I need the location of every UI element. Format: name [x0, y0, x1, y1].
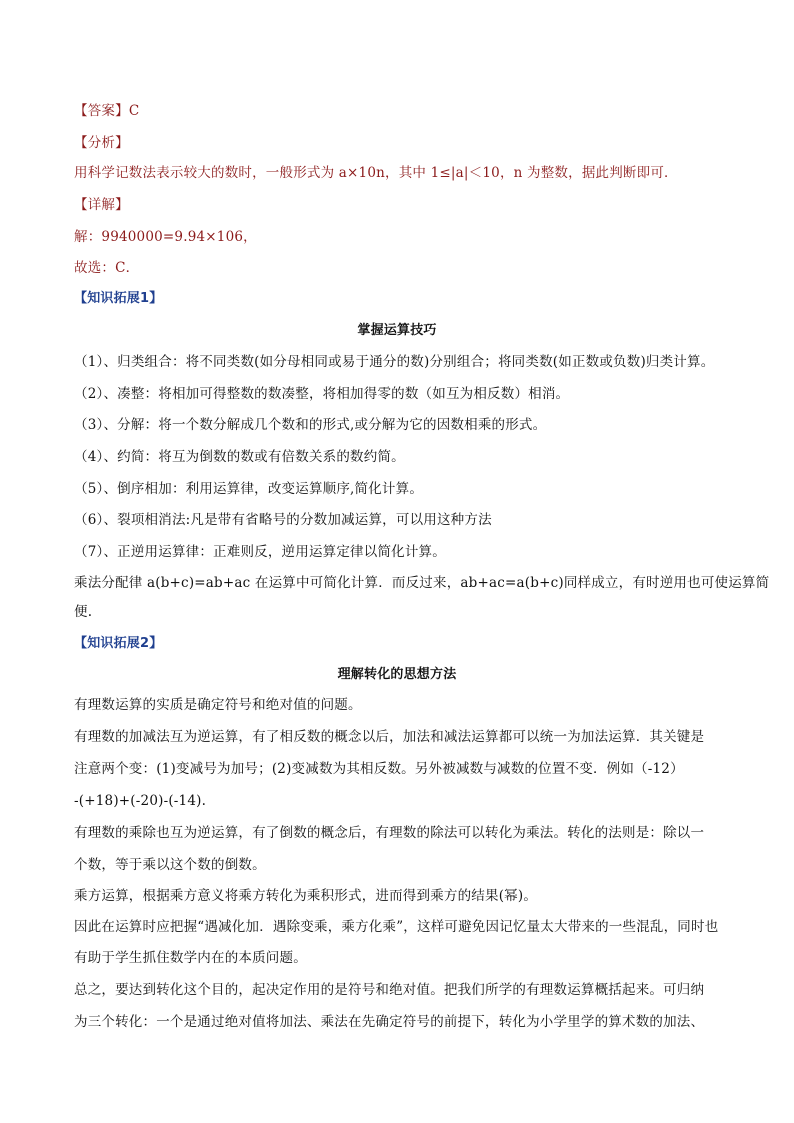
- technique-item: （1）、归类组合：将不同类数(如分母相同或易于通分的数)分别组合；将同类数(如正数或负数)归类计算。: [74, 354, 715, 370]
- paragraph: -(+18)+(-20)-(-14).: [74, 793, 207, 809]
- paragraph: 有理数运算的实质是确定符号和绝对值的问题。: [74, 697, 362, 713]
- technique-item: （5）、倒序相加：利用运算律，改变运算顺序,简化计算。: [74, 481, 424, 497]
- paragraph: 有助于学生抓住数学内在的本质问题。: [74, 950, 307, 966]
- technique-item: （2）、凑整：将相加可得整数的数凑整，将相加得零的数（如互为相反数）相消。: [74, 386, 570, 402]
- choice-line: 故选：C．: [74, 260, 140, 276]
- technique-item: （4）、约简：将互为倒数的数或有倍数关系的数约简。: [74, 449, 405, 465]
- technique-item: （6）、裂项相消法:凡是带有省略号的分数加减运算，可以用这种方法: [74, 512, 492, 528]
- paragraph: 有理数的乘除也互为逆运算，有了倒数的概念后，有理数的除法可以转化为乘法。转化的法则是：除以一: [74, 825, 705, 841]
- technique-item: （7）、正逆用运算律：正难则反，逆用运算定律以简化计算。: [74, 544, 446, 560]
- paragraph: 总之，要达到转化这个目的，起决定作用的是符号和绝对值。把我们所学的有理数运算概括起来。可归纳: [74, 982, 705, 998]
- analysis-heading: 【分析】: [74, 135, 129, 151]
- answer-label: 【答案】: [74, 103, 129, 119]
- extension1-title: 掌握运算技巧: [357, 323, 437, 338]
- paragraph: 注意两个变：(1)变减号为加号；(2)变减数为其相反数。另外被减数与减数的位置不变．例如（-12）: [74, 761, 684, 777]
- paragraph: 个数，等于乘以这个数的倒数。: [74, 857, 266, 873]
- extension2-heading: 【知识拓展2】: [74, 636, 163, 651]
- paragraph: 有理数的加减法互为逆运算，有了相反数的概念以后，加法和减法运算都可以统一为加法运算．其关键是: [74, 729, 705, 745]
- paragraph: 因此在运算时应把握“遇减化加．遇除变乘，乘方化乘”，这样可避免因记忆量太大带来的一些混乱，同时也: [74, 919, 719, 935]
- solution-line: 解：9940000=9.94×106，: [74, 229, 257, 245]
- detail-heading: 【详解】: [74, 197, 129, 213]
- analysis-text: 用科学记数法表示较大的数时，一般形式为 a×10n，其中 1≤|a|＜10，n 为整数，据此判断即可．: [74, 165, 678, 181]
- paragraph: 为三个转化：一个是通过绝对值将加法、乘法在先确定符号的前提下，转化为小学里学的算术数的加法、: [74, 1014, 705, 1030]
- answer-line: [74, 101, 139, 121]
- distributive-text: 乘法分配律 a(b+c)=ab+ac 在运算中可简化计算．而反过来，ab+ac=a(b+c)同样成立，有时逆用也可使运算简: [74, 575, 770, 591]
- extension2-title: 理解转化的思想方法: [337, 667, 457, 682]
- technique-item: （3）、分解：将一个数分解成几个数和的形式,或分解为它的因数相乘的形式。: [74, 417, 547, 433]
- distributive-text-cont: 便.: [74, 604, 93, 620]
- extension1-heading: 【知识拓展1】: [74, 291, 163, 306]
- paragraph: 乘方运算，根据乘方意义将乘方转化为乘积形式，进而得到乘方的结果(幂)。: [74, 888, 538, 904]
- answer-value: C: [128, 103, 140, 119]
